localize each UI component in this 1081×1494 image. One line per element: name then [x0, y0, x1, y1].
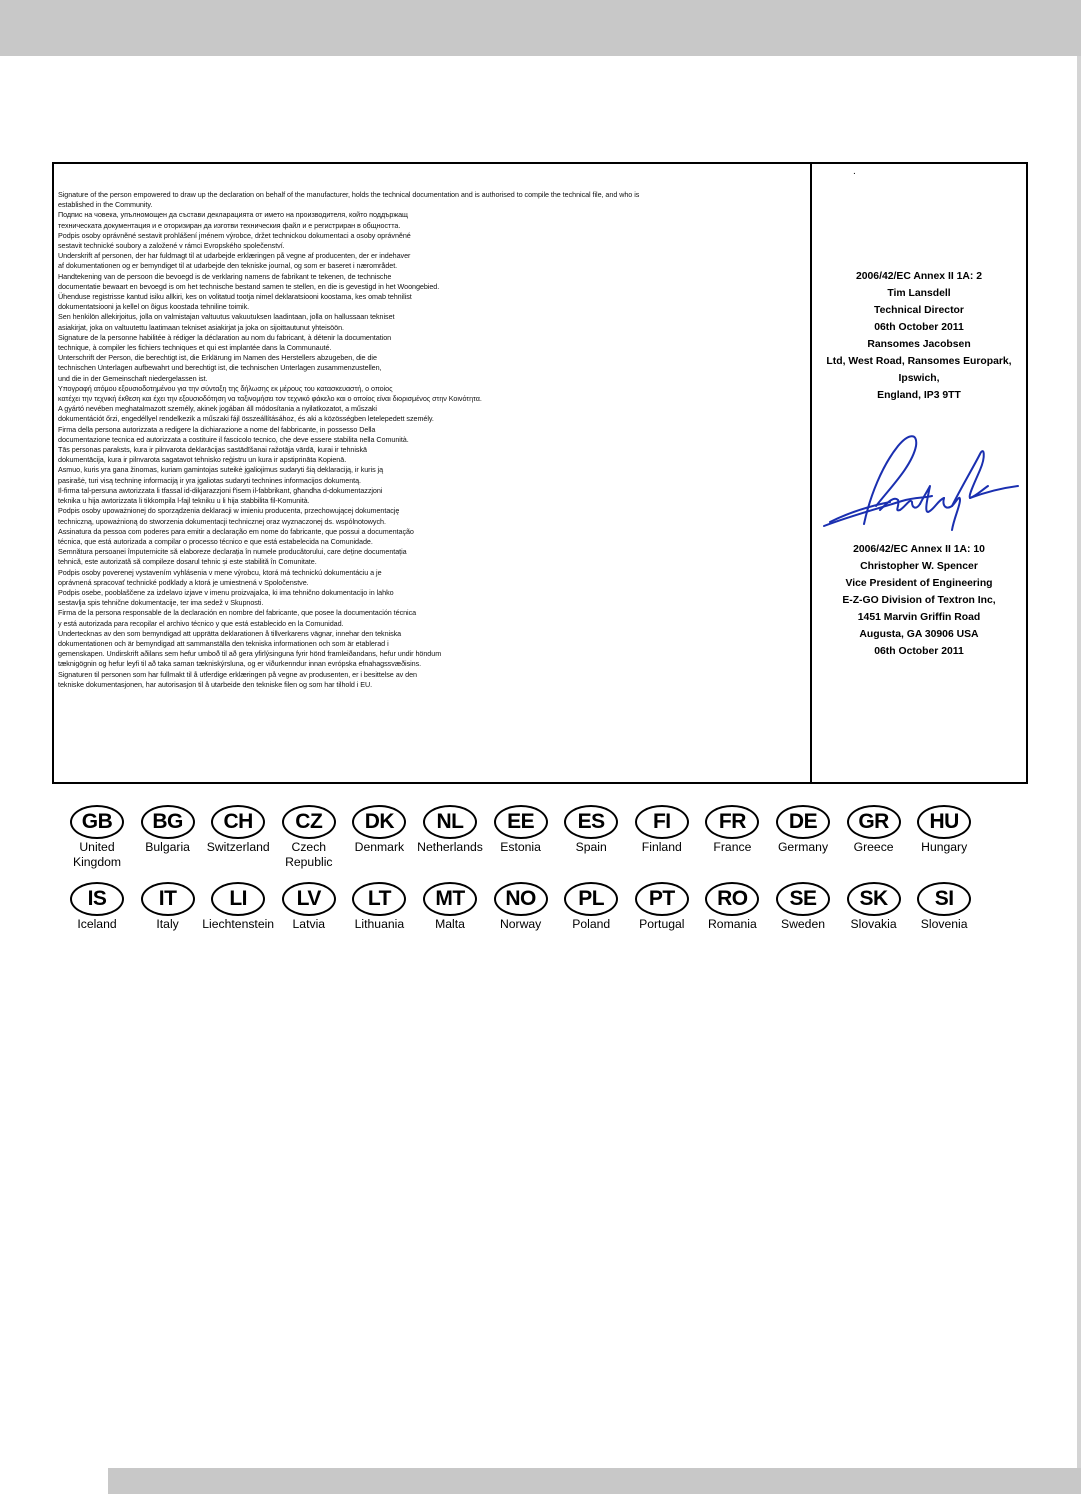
declaration-line: und die in der Gemeinschaft niedergelassen ist.: [58, 373, 208, 383]
country-name: Latvia: [292, 917, 326, 931]
signatory-1-address-2: Ipswich,: [898, 373, 940, 384]
country-badge-hu: [906, 805, 982, 855]
declaration-line: dokumentatsiooni ja kellel on õigus koostada tehniline toimik.: [58, 302, 250, 312]
country-code: GB: [70, 805, 124, 839]
country-code: GR: [847, 805, 901, 839]
country-badge-li: [200, 882, 276, 932]
page-edge-strip: [1077, 56, 1081, 1468]
signatory-1-address-3: England, IP3 9TT: [877, 390, 961, 401]
declaration-line: asiakirjat, joka on valtuutettu laatimaan tekniset asiakirjat ja joka on sijoittautunut yhteisöön.: [58, 322, 344, 332]
declaration-line: af dokumentationen og er bemyndiget til at udarbejde den tekniske journal, og som er baseret i nærområdet.: [58, 261, 398, 271]
signatory-2-address-1: 1451 Marvin Griffin Road: [857, 612, 981, 623]
country-badge-mt: [412, 882, 488, 932]
country-badge-sk: [836, 882, 912, 932]
signatory-1-title: Technical Director: [874, 305, 964, 316]
country-code: SK: [847, 882, 901, 916]
country-name: Slovakia: [850, 917, 897, 931]
declaration-line: Podpis osebe, pooblaščene za izdelavo izjave v imenu proizvajalca, ki ima tehnično dokumentacijo in lahko: [58, 587, 394, 597]
declaration-line: dokumentációt őrzi, engedéllyel rendelkezik a műszaki fájl összeállításához, és aki a közösségben letelepedett személy.: [58, 414, 434, 424]
country-code: CZ: [282, 805, 336, 839]
country-code: DK: [352, 805, 406, 839]
declaration-line: technique, à compiler les fichiers techniques et qui est implantée dans la Communauté.: [58, 343, 332, 353]
signatory-1-reference: 2006/42/EC Annex II 1A: 2: [855, 271, 983, 282]
country-name: Czech Republic: [285, 840, 333, 869]
declaration-line: Asmuo, kuris yra gana žinomas, kuriam gamintojas suteikė įgaliojimus sudaryti šią deklaraciją, ir kuris ją: [58, 465, 384, 475]
country-badge-fr: [694, 805, 770, 855]
signatory-1-date: 06th October 2011: [874, 322, 964, 333]
country-name: Estonia: [500, 840, 541, 854]
country-badge-pt: [624, 882, 700, 932]
country-code: FI: [635, 805, 689, 839]
country-code: RO: [705, 882, 759, 916]
declaration-line: Signature of the person empowered to draw up the declaration on behalf of the manufacturer, holds the technical documentation and is authorised to compile the technical file, and who is: [58, 190, 640, 199]
signatory-2-company: E-Z-GO Division of Textron Inc,: [842, 595, 996, 606]
declaration-line: tehnică, este autorizată să compileze dosarul tehnic și este stabilită în Comunitate.: [58, 557, 317, 567]
country-code: HU: [917, 805, 971, 839]
country-badge-lv: [271, 882, 347, 932]
country-code: SI: [917, 882, 971, 916]
signatories-panel: [812, 164, 1026, 782]
declaration-line: sestavlja spis tehnične dokumentacije, ter ima sedež v Skupnosti.: [58, 598, 264, 608]
country-badge-si: [906, 882, 982, 932]
country-name: Finland: [641, 840, 682, 854]
declaration-box: [52, 162, 1028, 784]
signatory-1-name: Tim Lansdell: [887, 288, 951, 299]
country-code: LT: [352, 882, 406, 916]
country-badge-no: [483, 882, 559, 932]
declaration-line: techniczną, upoważnioną do stworzenia dokumentacji technicznej oraz wyznaczonej ds. wspólnotowych.: [58, 516, 386, 526]
country-badge-se: [765, 882, 841, 932]
country-code: FR: [705, 805, 759, 839]
declaration-line: documentatie bewaart en bevoegd is om het technische bestand samen te stellen, en die is gevestigd in het Woongebied.: [58, 281, 440, 291]
country-badge-bg: [130, 805, 206, 855]
declaration-line: technischen Unterlagen aufbewahrt und berechtigt ist, die technischen Unterlagen zusammenzustellen,: [58, 363, 382, 373]
declaration-line: gemenskapen. Undirskrift aðilans sem hefur umboð til að gera yfirlýsinguna fyrir hönd framleiðandans, hefur undir höndum: [58, 649, 442, 659]
declaration-line: tekniske dokumentasjonen, har autorisasjon til å utarbeide den tekniske filen og som har tilhold i EU.: [58, 679, 373, 689]
declaration-line: Signature de la personne habilitée à rédiger la déclaration au nom du fabricant, à détenir la documentation: [58, 332, 392, 342]
country-name: Hungary: [921, 840, 968, 854]
declaration-line: teknika u hija awtorizzata li tikkompila l-fajl tekniku u li hija stabbilita fil-Komunità.: [58, 496, 310, 506]
country-badge-es: [553, 805, 629, 855]
country-name: Portugal: [639, 917, 685, 931]
country-code: IT: [141, 882, 195, 916]
declaration-line: Undertecknas av den som bemyndigad att upprätta deklarationen å tillverkarens vägnar, innehar den tekniska: [58, 628, 402, 638]
country-name: Denmark: [354, 840, 405, 854]
signatory-2-date: 06th October 2011: [874, 646, 964, 657]
country-badge-dk: [341, 805, 417, 855]
country-name: Greece: [853, 840, 894, 854]
declaration-line: Подпис на човека, упълномощен да състави декларацията от името на производителя, който поддържащ: [58, 210, 408, 220]
signatory-1-address-1: Ltd, West Road, Ransomes Europark,: [826, 356, 1012, 367]
country-name: Sweden: [780, 917, 826, 931]
country-badge-fi: [624, 805, 700, 855]
country-code: DE: [776, 805, 830, 839]
signatory-1-company: Ransomes Jacobsen: [867, 339, 971, 350]
declaration-line: pasirašė, turi visą techninę informaciją ir yra įgaliotas sudaryti technines informacijos dokumentą.: [58, 475, 362, 485]
declaration-line: Unterschrift der Person, die berechtigt ist, die Erklärung im Namen des Herstellers abzugeben, die die: [58, 353, 377, 363]
declaration-line: Υπογραφή ατόμου εξουσιοδοτημένου για την σύνταξη της δήλωσης εκ μέρους του κατασκευαστή, ο οποίος: [58, 383, 393, 393]
country-name: Netherlands: [417, 840, 483, 854]
declaration-line: Semnătura persoanei împuternicite să elaboreze declarația în numele producătorului, care deține documentația: [58, 547, 407, 557]
country-badge-cz: [271, 805, 347, 870]
country-code: ES: [564, 805, 618, 839]
declaration-line: técnica, que está autorizada a compilar o processo técnico e que está estabelecida na Comunidade.: [58, 536, 373, 546]
declaration-line: documentazione tecnica ed autorizzata a costituire il fascicolo tecnico, che deve essere stabilita nella Comunità.: [58, 434, 409, 444]
country-name: Liechtenstein: [202, 917, 275, 931]
country-name: Malta: [435, 917, 465, 931]
country-code: SE: [776, 882, 830, 916]
page-footer-bar: [108, 1468, 1081, 1494]
country-badge-ch: [200, 805, 276, 855]
declaration-line: κατέχει την τεχνική έκθεση και έχει την εξουσιοδότηση να ταξινομήσει τον τεχνικό φάκελο και ο οποίος είναι διορισμένος στην Κοινότητα.: [58, 394, 482, 404]
signatory-2-address-2: Augusta, GA 30906 USA: [859, 629, 979, 640]
signatory-2-reference: 2006/42/EC Annex II 1A: 10: [853, 544, 985, 555]
declaration-line: y está autorizada para recopilar el archivo técnico y que está establecido en la Comunidad.: [58, 618, 344, 628]
country-badge-de: [765, 805, 841, 855]
declaration-line: Podpis osoby oprávněné sestavit prohlášení jménem výrobce, držet technickou dokumentaci a osoby oprávněné: [58, 230, 411, 240]
declaration-line: sestavit technické soubory a založené v rámci Evropského společenství.: [58, 241, 285, 251]
signatory-2-title: Vice President of Engineering: [845, 578, 993, 589]
declaration-line: Sen henkilön allekirjoitus, jolla on valmistajan valtuutus vakuutuksen laadintaan, jolla on hallussaan tekniset: [58, 312, 395, 322]
signatory-2-name: Christopher W. Spencer: [860, 561, 978, 572]
declaration-line: Podpis osoby poverenej vystavením vyhlásenia v mene výrobcu, ktorá má technickú dokumentáciu a je: [58, 567, 382, 577]
country-name: Italy: [156, 917, 179, 931]
country-code: PT: [635, 882, 689, 916]
country-code: NL: [423, 805, 477, 839]
declaration-line: dokumentationen och är bemyndigad att sammanställa den tekniska informationen och som är etablerad i: [58, 638, 389, 648]
country-badge-ro: [694, 882, 770, 932]
declaration-line: Tās personas paraksts, kura ir pilnvarota deklarācijas sastādīšanai ražotāja vārdā, kurai ir tehniskā: [58, 445, 367, 455]
country-badge-pl: [553, 882, 629, 932]
declaration-line: Assinatura da pessoa com poderes para emitir a declaração em nome do fabricante, que possui a documentação: [58, 526, 414, 536]
declaration-line: oprávnená spracovať technické podklady a ktorá je umiestnená v Spoločenstve.: [58, 577, 309, 587]
country-name: Bulgaria: [145, 840, 190, 854]
declaration-line: A gyártó nevében meghatalmazott személy, akinek jogában áll módosítania a nyilatkozatot, a műszaki: [58, 404, 377, 414]
declaration-line: Underskrift af personen, der har fuldmagt til at udarbejde erklæringen på vegne af producenten, der er indehaver: [58, 251, 411, 261]
declaration-line: Handtekening van de persoon die bevoegd is de verklaring namens de fabrikant te tekenen, de technische: [58, 271, 392, 281]
country-badge-gb: [59, 805, 135, 870]
country-code: LV: [282, 882, 336, 916]
declaration-line: tæknigögnin og hefur leyfi til að taka saman tækniskýrsluna, og er viðurkenndur innan evrópska efnahagssvæðisins.: [58, 659, 422, 669]
declaration-line: техническата документация и е оторизиран да изготви техническия файл и е регистриран в общността.: [58, 220, 401, 230]
country-name: United Kingdom: [72, 840, 122, 869]
separator-mark: .: [853, 166, 856, 177]
declaration-line: dokumentācija, kura ir pilnvarota sagatavot tehnisko reģistru un kura ir apstiprināta Kopienā.: [58, 455, 347, 465]
country-code: EE: [494, 805, 548, 839]
country-name: Switzerland: [206, 840, 270, 854]
country-badge-lt: [341, 882, 417, 932]
country-badge-ee: [483, 805, 559, 855]
country-code: CH: [211, 805, 265, 839]
country-badge-it: [130, 882, 206, 932]
country-name: Germany: [777, 840, 829, 854]
country-name: Slovenia: [920, 917, 968, 931]
declaration-line: Podpis osoby upoważnionej do sporządzenia deklaracji w imieniu producenta, przechowującej dokumentację: [58, 506, 400, 516]
country-badge-is: [59, 882, 135, 932]
country-code: BG: [141, 805, 195, 839]
country-code: LI: [211, 882, 265, 916]
country-name: Lithuania: [354, 917, 405, 931]
declaration-line: Il-firma tal-persuna awtorizzata li tfassal id-dikjarazzjoni f'isem il-fabbrikant, għandha d-dokumentazzjoni: [58, 485, 383, 495]
country-name: Poland: [572, 917, 611, 931]
declaration-line: Signaturen til personen som har fullmakt til å utferdige erklæringen på vegne av produsenten, er i besittelse av den: [58, 669, 417, 679]
handwritten-signature: [820, 426, 1020, 536]
country-name: France: [713, 840, 752, 854]
declaration-line: established in the Community.: [58, 200, 153, 210]
country-name: Iceland: [77, 917, 117, 931]
country-code: PL: [564, 882, 618, 916]
declaration-text-panel: [54, 164, 812, 782]
country-name: Romania: [708, 917, 757, 931]
country-badge-nl: [412, 805, 488, 855]
country-badge-gr: [836, 805, 912, 855]
country-name: Spain: [575, 840, 607, 854]
signatory-1-block: [812, 268, 1026, 404]
declaration-line: Firma della persona autorizzata a redigere la dichiarazione a nome del fabbricante, in possesso Della: [58, 424, 376, 434]
country-code: MT: [423, 882, 477, 916]
page-header-bar: [0, 0, 1081, 56]
country-code: NO: [494, 882, 548, 916]
country-code: IS: [70, 882, 124, 916]
signatory-2-block: [812, 541, 1026, 660]
declaration-line: Firma de la persona responsable de la declaración en nombre del fabricante, que posee la documentación técnica: [58, 608, 417, 618]
country-name: Norway: [499, 917, 542, 931]
declaration-line: Ühenduse registrisse kantud isiku allkiri, kes on volitatud tootja nimel deklaratsiooni koostama, kes omab tehnilist: [58, 292, 412, 302]
